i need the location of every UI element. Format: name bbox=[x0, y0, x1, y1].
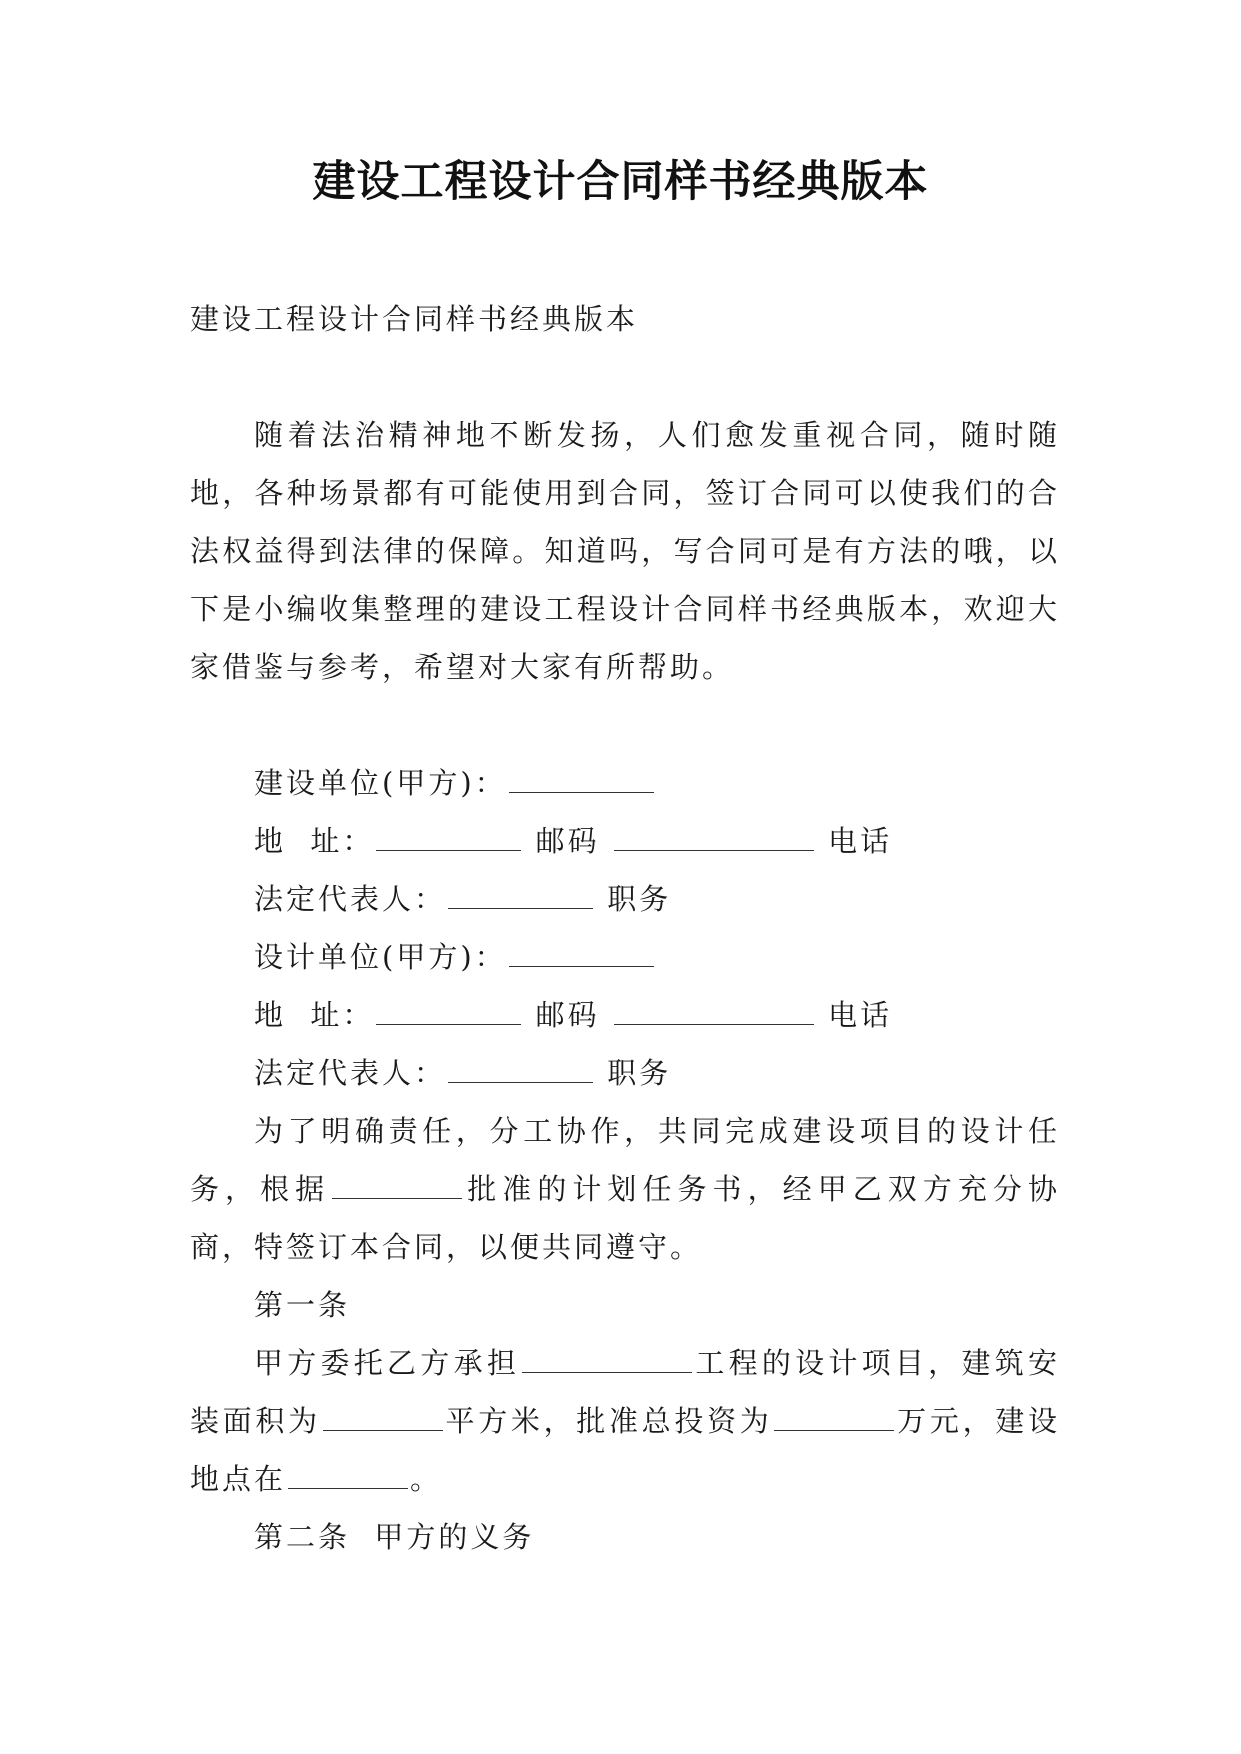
article-1-heading: 第一条 bbox=[254, 1288, 351, 1322]
party-a-unit-line bbox=[190, 754, 1060, 812]
area-blank[interactable] bbox=[323, 1404, 443, 1431]
article-1-text-5: 。 bbox=[410, 1462, 443, 1496]
article-1-text-2: 工程的设计项目，建筑安装面积为 bbox=[190, 1346, 1060, 1438]
document-subtitle: 建设工程设计合同样书经典版本 bbox=[190, 302, 639, 336]
project-name-blank[interactable] bbox=[522, 1346, 692, 1373]
document-body bbox=[190, 290, 1060, 1566]
party-a-rep-label: 法定代表人： bbox=[254, 882, 447, 916]
party-b-rep-line bbox=[190, 1044, 1060, 1102]
party-a-rep-blank[interactable] bbox=[448, 882, 593, 909]
intro-paragraph: 随着法治精神地不断发扬，人们愈发重视合同，随时随地，各种场景都有可能使用到合同，签订合同可以使我们的合法权益得到法律的保障。知道吗，写合同可是有方法的哦，以下是小编收集整理的建设工程设计合同样书经典版本，欢迎大家借鉴与参考，希望对大家有所帮助。 bbox=[190, 418, 1060, 684]
party-a-address-blank[interactable] bbox=[376, 824, 521, 851]
party-b-phone-label: 电话 bbox=[828, 998, 893, 1032]
preamble-text-2: 批准的计划任务书，经甲乙双方充分协商，特签订本合同，以便共同遵守。 bbox=[190, 1172, 1060, 1264]
party-a-rep-line bbox=[190, 870, 1060, 928]
preamble-paragraph bbox=[190, 1102, 1060, 1276]
party-a-address-label: 地 址： bbox=[254, 824, 375, 858]
party-b-address-line bbox=[190, 986, 1060, 1044]
approval-authority-blank[interactable] bbox=[332, 1172, 462, 1199]
article-1-text-1: 甲方委托乙方承担 bbox=[254, 1346, 521, 1380]
party-b-unit-blank[interactable] bbox=[509, 940, 654, 967]
party-b-rep-blank[interactable] bbox=[448, 1056, 593, 1083]
party-a-phone-label: 电话 bbox=[828, 824, 893, 858]
party-b-postcode-blank[interactable] bbox=[614, 998, 814, 1025]
party-a-position-label: 职务 bbox=[607, 882, 672, 916]
party-b-unit-label: 设计单位(甲方)： bbox=[254, 940, 507, 974]
party-a-unit-blank[interactable] bbox=[509, 766, 654, 793]
document-title: 建设工程设计合同样书经典版本 bbox=[312, 157, 929, 207]
article-1-text-4: 万元，建设地点在 bbox=[190, 1404, 1060, 1496]
article-1-paragraph bbox=[190, 1334, 1060, 1508]
party-b-position-label: 职务 bbox=[607, 1056, 672, 1090]
party-b-rep-label: 法定代表人： bbox=[254, 1056, 447, 1090]
article-1-text-3: 平方米，批准总投资为 bbox=[444, 1404, 773, 1438]
preamble-text-1: 为了明确责任，分工协作，共同完成建设项目的设计任务，根据 bbox=[190, 1114, 1060, 1206]
party-b-address-label: 地 址： bbox=[254, 998, 375, 1032]
party-b-postcode-label: 邮码 bbox=[535, 998, 600, 1032]
party-b-unit-line bbox=[190, 928, 1060, 986]
investment-blank[interactable] bbox=[774, 1404, 894, 1431]
party-a-address-line bbox=[190, 812, 1060, 870]
article-2-heading: 第二条 甲方的义务 bbox=[254, 1520, 535, 1554]
party-a-postcode-label: 邮码 bbox=[535, 824, 600, 858]
party-a-postcode-blank[interactable] bbox=[614, 824, 814, 851]
location-blank[interactable] bbox=[288, 1462, 408, 1489]
party-a-unit-label: 建设单位(甲方)： bbox=[254, 766, 507, 800]
party-b-address-blank[interactable] bbox=[376, 998, 521, 1025]
